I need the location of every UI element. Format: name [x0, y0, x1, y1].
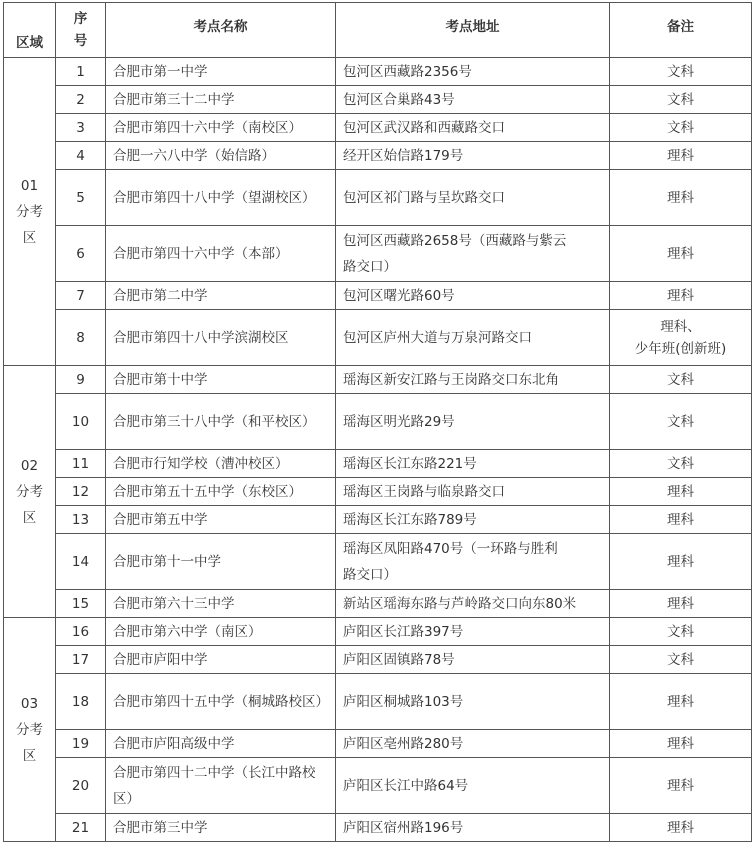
site-name: 合肥市第三十二中学	[106, 86, 336, 114]
site-name: 合肥市第四十二中学（长江中路校区）	[106, 758, 336, 814]
row-index: 5	[56, 170, 106, 226]
site-note: 理科	[610, 226, 752, 282]
site-address: 瑶海区凤阳路470号（一环路与胜利路交口）	[336, 534, 610, 590]
table-row	[4, 58, 752, 86]
site-name: 合肥市第十中学	[106, 366, 336, 394]
table-row	[4, 226, 752, 282]
site-note: 文科	[610, 114, 752, 142]
site-name: 合肥市行知学校（漕冲校区）	[106, 450, 336, 478]
table-row	[4, 506, 752, 534]
table-row	[4, 478, 752, 506]
site-name: 合肥一六八中学（始信路）	[106, 142, 336, 170]
site-name: 合肥市第三十八中学（和平校区）	[106, 394, 336, 450]
exam-sites-table	[3, 2, 752, 842]
row-index: 1	[56, 58, 106, 86]
site-address: 瑶海区新安江路与王岗路交口东北角	[336, 366, 610, 394]
row-index: 8	[56, 310, 106, 366]
site-address: 庐阳区长江路397号	[336, 618, 610, 646]
site-name: 合肥市第六十三中学	[106, 590, 336, 618]
header-region: 区域	[4, 3, 56, 58]
site-address: 瑶海区长江东路221号	[336, 450, 610, 478]
table-row	[4, 674, 752, 730]
table-row	[4, 282, 752, 310]
row-index: 16	[56, 618, 106, 646]
site-note: 理科	[610, 170, 752, 226]
site-note: 文科	[610, 366, 752, 394]
row-index: 13	[56, 506, 106, 534]
site-note: 文科	[610, 86, 752, 114]
table-row	[4, 142, 752, 170]
site-name: 合肥市第十一中学	[106, 534, 336, 590]
site-note: 理科	[610, 142, 752, 170]
header-row	[4, 3, 752, 58]
row-index: 9	[56, 366, 106, 394]
site-address: 包河区曙光路60号	[336, 282, 610, 310]
row-index: 20	[56, 758, 106, 814]
row-index: 17	[56, 646, 106, 674]
site-address: 瑶海区长江东路789号	[336, 506, 610, 534]
header-address: 考点地址	[336, 3, 610, 58]
site-address: 包河区祁门路与呈坎路交口	[336, 170, 610, 226]
site-name: 合肥市第四十八中学滨湖校区	[106, 310, 336, 366]
site-address: 经开区始信路179号	[336, 142, 610, 170]
row-index: 4	[56, 142, 106, 170]
row-index: 7	[56, 282, 106, 310]
row-index: 18	[56, 674, 106, 730]
site-name: 合肥市庐阳高级中学	[106, 730, 336, 758]
site-note: 文科	[610, 450, 752, 478]
site-note: 文科	[610, 646, 752, 674]
site-address: 庐阳区桐城路103号	[336, 674, 610, 730]
table-body	[4, 58, 752, 842]
table-row	[4, 86, 752, 114]
row-index: 12	[56, 478, 106, 506]
row-index: 19	[56, 730, 106, 758]
row-index: 3	[56, 114, 106, 142]
table-row	[4, 170, 752, 226]
table-row	[4, 646, 752, 674]
row-index: 10	[56, 394, 106, 450]
row-index: 14	[56, 534, 106, 590]
table-row	[4, 114, 752, 142]
site-name: 合肥市第六中学（南区）	[106, 618, 336, 646]
site-address: 庐阳区宿州路196号	[336, 814, 610, 842]
row-index: 6	[56, 226, 106, 282]
row-index: 2	[56, 86, 106, 114]
site-name: 合肥市第二中学	[106, 282, 336, 310]
site-note: 理科	[610, 506, 752, 534]
site-name: 合肥市第五中学	[106, 506, 336, 534]
site-note: 理科	[610, 534, 752, 590]
site-note: 理科、 少年班(创新班)	[610, 310, 752, 366]
region-cell	[4, 366, 56, 618]
site-note: 文科	[610, 58, 752, 86]
site-name: 合肥市第三中学	[106, 814, 336, 842]
site-address: 包河区合巢路43号	[336, 86, 610, 114]
table-row	[4, 310, 752, 366]
site-address: 庐阳区固镇路78号	[336, 646, 610, 674]
site-note: 理科	[610, 730, 752, 758]
site-note: 文科	[610, 618, 752, 646]
site-note: 文科	[610, 394, 752, 450]
table-row	[4, 814, 752, 842]
header-note: 备注	[610, 3, 752, 58]
row-index: 11	[56, 450, 106, 478]
table-row	[4, 618, 752, 646]
region-label: 03分考区	[16, 695, 43, 764]
site-note: 理科	[610, 282, 752, 310]
table-row	[4, 394, 752, 450]
region-label: 01分考区	[16, 177, 43, 246]
site-name: 合肥市庐阳中学	[106, 646, 336, 674]
site-note: 理科	[610, 478, 752, 506]
site-address: 包河区西藏路2356号	[336, 58, 610, 86]
region-cell	[4, 58, 56, 366]
site-note: 理科	[610, 758, 752, 814]
row-index: 21	[56, 814, 106, 842]
site-name: 合肥市第四十五中学（桐城路校区）	[106, 674, 336, 730]
region-cell	[4, 618, 56, 842]
site-name: 合肥市第四十八中学（望湖校区）	[106, 170, 336, 226]
site-address: 瑶海区明光路29号	[336, 394, 610, 450]
site-address: 包河区武汉路和西藏路交口	[336, 114, 610, 142]
table-row	[4, 758, 752, 814]
site-name: 合肥市第一中学	[106, 58, 336, 86]
site-address: 庐阳区长江中路64号	[336, 758, 610, 814]
table-row	[4, 450, 752, 478]
table-row	[4, 590, 752, 618]
header-index: 序号	[56, 3, 106, 58]
site-address: 庐阳区亳州路280号	[336, 730, 610, 758]
site-address: 瑶海区王岗路与临泉路交口	[336, 478, 610, 506]
site-note: 理科	[610, 674, 752, 730]
site-address: 包河区西藏路2658号（西藏路与紫云路交口）	[336, 226, 610, 282]
region-label: 02分考区	[16, 457, 43, 526]
site-address: 包河区庐州大道与万泉河路交口	[336, 310, 610, 366]
site-name: 合肥市第四十六中学（南校区）	[106, 114, 336, 142]
table-row	[4, 534, 752, 590]
table-row	[4, 366, 752, 394]
site-name: 合肥市第五十五中学（东校区）	[106, 478, 336, 506]
row-index: 15	[56, 590, 106, 618]
site-note: 理科	[610, 590, 752, 618]
table-row	[4, 730, 752, 758]
site-address: 新站区瑶海东路与芦岭路交口向东80米	[336, 590, 610, 618]
header-name: 考点名称	[106, 3, 336, 58]
site-note: 理科	[610, 814, 752, 842]
site-name: 合肥市第四十六中学（本部）	[106, 226, 336, 282]
